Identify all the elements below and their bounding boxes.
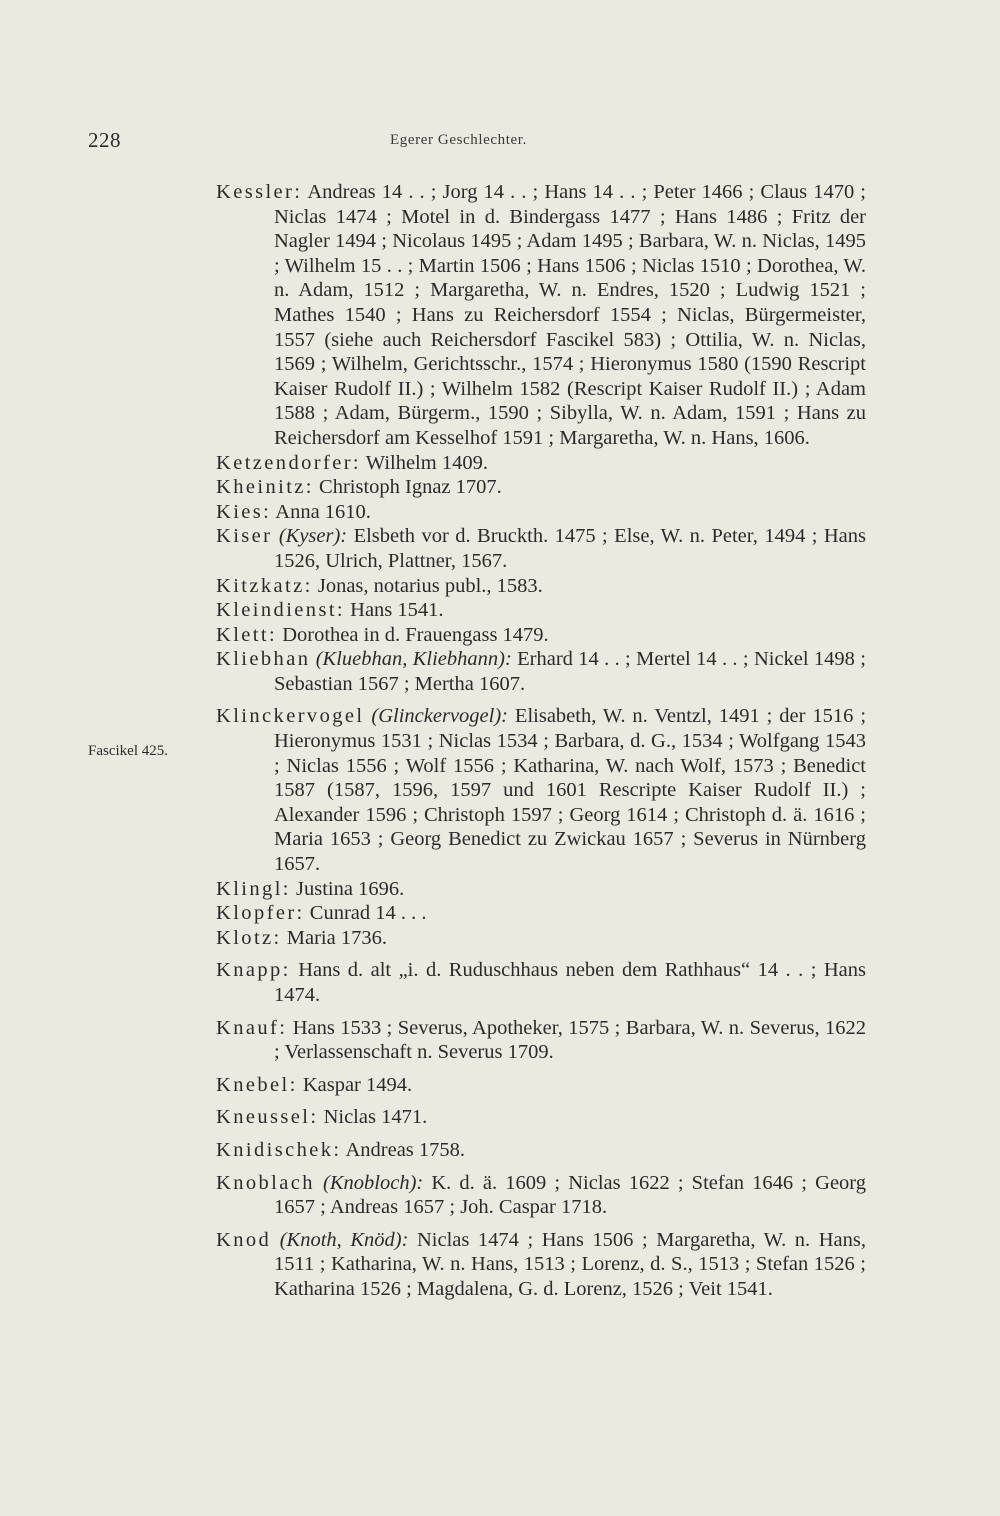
entry-text: Anna 1610. bbox=[271, 500, 371, 523]
surname: Knapp: bbox=[216, 959, 291, 982]
entry-kliebhan bbox=[216, 647, 866, 696]
surname: Ketzendorfer: bbox=[216, 451, 362, 474]
entry-knauf bbox=[216, 1016, 866, 1065]
entry-text: Wilhelm 1409. bbox=[361, 451, 488, 474]
register-entries bbox=[216, 180, 866, 1302]
entry-text: K. d. ä. 1609 ; Niclas 1622 ; Stefan 1646 ; Georg 1657 ; Andreas 1657 ; Joh. Caspar 1718. bbox=[274, 1171, 866, 1219]
variant-spelling: (Kyser): bbox=[272, 525, 348, 548]
entry-kies bbox=[216, 500, 866, 525]
entry-text: Hans 1541. bbox=[345, 599, 444, 622]
surname: Klinckervogel bbox=[216, 705, 365, 728]
surname: Knebel: bbox=[216, 1073, 298, 1096]
entry-klett bbox=[216, 623, 866, 648]
entry-text: Andreas 14 . . ; Jorg 14 . . ; Hans 14 . . ; Peter 1466 ; Claus 1470 ; Niclas 1474 ; Motel in d. Bindergass 1477 ; Hans 1486 ; Fritz der Nagler 1494 ; Nicolaus 1495 ; Adam 1495 ; Barbara, W. n. Niclas, 1495 ; Wilhelm 15 . . ; Martin 1506 ; Hans 1506 ; Niclas 1510 ; Dorothea, W. n. Adam, 1512 ; Margaretha, W. n. Endres, 1520 ; Ludwig 1521 ; Mathes 1540 ; Hans zu Reichersdorf 1554 ; Niclas, Bürgermeister, 1557 (siehe auch Reichersdorf Fascikel 583) ; Ottilia, W. n. Niclas, 1569 ; Wilhelm, Gerichtsschr., 1574 ; Hieronymus 1580 (1590 Rescript Kaiser Rudolf II.) ; Wilhelm 1582 (Rescript Kaiser Rudolf II.) ; Adam 1588 ; Adam, Bürgerm., 1590 ; Sibylla, W. n. Adam, 1591 ; Hans zu Reichersdorf am Kesselhof 1591 ; Margaretha, W. n. Hans, 1606. bbox=[274, 181, 866, 449]
entry-knidischek bbox=[216, 1138, 866, 1163]
surname: Kliebhan bbox=[216, 648, 311, 671]
entry-text: Hans d. alt „i. d. Ruduschhaus neben dem Rathhaus“ 14 . . ; Hans 1474. bbox=[274, 959, 866, 1006]
entry-kitzkatz bbox=[216, 574, 866, 599]
entry-text: Maria 1736. bbox=[281, 926, 387, 949]
entry-text: Hans 1533 ; Severus, Apotheker, 1575 ; Barbara, W. n. Severus, 1622 ; Verlassenschaft n. Severus 1709. bbox=[274, 1016, 866, 1064]
entry-text: Dorothea in d. Frauengass 1479. bbox=[277, 623, 549, 646]
variant-spelling: (Knobloch): bbox=[314, 1171, 424, 1194]
entry-text: Jonas, notarius publ., 1583. bbox=[312, 574, 543, 597]
surname: Klopfer: bbox=[216, 902, 305, 925]
surname: Kneussel: bbox=[216, 1106, 319, 1129]
entry-knod bbox=[216, 1228, 866, 1302]
surname: Kessler: bbox=[216, 181, 303, 203]
entry-kiser bbox=[216, 524, 866, 573]
entry-text: Niclas 1474 ; Hans 1506 ; Margaretha, W. n. Hans, 1511 ; Katharina, W. n. Hans, 1513 ; Lorenz, d. S., 1513 ; Stefan 1526 ; Katharina 1526 ; Magdalena, G. d. Lorenz, 1526 ; Veit 1541. bbox=[274, 1228, 866, 1300]
entry-knoblach bbox=[216, 1171, 866, 1220]
variant-spelling: (Kluebhan, Kliebhann): bbox=[310, 648, 512, 671]
entry-kessler bbox=[216, 180, 866, 451]
surname: Klotz: bbox=[216, 926, 282, 949]
page-number: 228 bbox=[88, 128, 121, 152]
entry-ketzendorfer bbox=[216, 451, 866, 476]
entry-text: Andreas 1758. bbox=[341, 1138, 466, 1161]
surname: Kheinitz: bbox=[216, 476, 314, 499]
running-head: Egerer Geschlechter. bbox=[390, 132, 527, 148]
entry-text: Cunrad 14 . . . bbox=[304, 902, 427, 925]
entry-knapp bbox=[216, 958, 866, 1007]
variant-spelling: (Glinckervogel): bbox=[364, 705, 508, 728]
surname: Klingl: bbox=[216, 877, 291, 900]
entry-text: Elsbeth vor d. Bruckth. 1475 ; Else, W. n. Peter, 1494 ; Hans 1526, Ulrich, Plattner, 1567. bbox=[274, 525, 866, 572]
surname: Kies: bbox=[216, 500, 272, 523]
surname: Klett: bbox=[216, 623, 278, 646]
entry-text: Christoph Ignaz 1707. bbox=[313, 476, 502, 499]
entry-text: Kaspar 1494. bbox=[297, 1073, 413, 1096]
surname: Knoblach bbox=[216, 1171, 315, 1194]
surname: Kiser bbox=[216, 525, 273, 548]
entry-kheinitz bbox=[216, 475, 866, 500]
entry-text: Elisabeth, W. n. Ventzl, 1491 ; der 1516 ; Hieronymus 1531 ; Niclas 1534 ; Barbara, d. G., 1534 ; Wolfgang 1543 ; Niclas 1556 ; Wolf 1556 ; Katharina, W. nach Wolf, 1573 ; Benedict 1587 (1587, 1596, 1597 und 1601 Rescripte Kaiser Rudolf II.) ; Alexander 1596 ; Christoph 1597 ; Georg 1614 ; Christoph d. ä. 1616 ; Maria 1653 ; Georg Benedict zu Zwickau 1657 ; Severus in Nürnberg 1657. bbox=[274, 705, 867, 876]
entry-text: Justina 1696. bbox=[290, 877, 405, 900]
entry-klotz bbox=[216, 926, 866, 951]
entry-kneussel bbox=[216, 1105, 866, 1130]
surname: Kitzkatz: bbox=[216, 574, 313, 597]
surname: Knod bbox=[216, 1228, 272, 1251]
entry-kleindienst bbox=[216, 598, 866, 623]
surname: Knidischek: bbox=[216, 1138, 342, 1161]
entry-klinckervogel bbox=[216, 704, 866, 876]
variant-spelling: (Knoth, Knöd): bbox=[271, 1228, 409, 1251]
surname: Knauf: bbox=[216, 1016, 288, 1039]
surname: Kleindienst: bbox=[216, 599, 346, 622]
entry-text: Erhard 14 . . ; Mertel 14 . . ; Nickel 1498 ; Sebastian 1567 ; Mertha 1607. bbox=[274, 648, 866, 695]
entry-text: Niclas 1471. bbox=[318, 1106, 428, 1129]
margin-note: Fascikel 425. bbox=[88, 743, 168, 759]
entry-klopfer bbox=[216, 901, 866, 926]
entry-knebel bbox=[216, 1073, 866, 1098]
entry-klingl bbox=[216, 877, 866, 902]
